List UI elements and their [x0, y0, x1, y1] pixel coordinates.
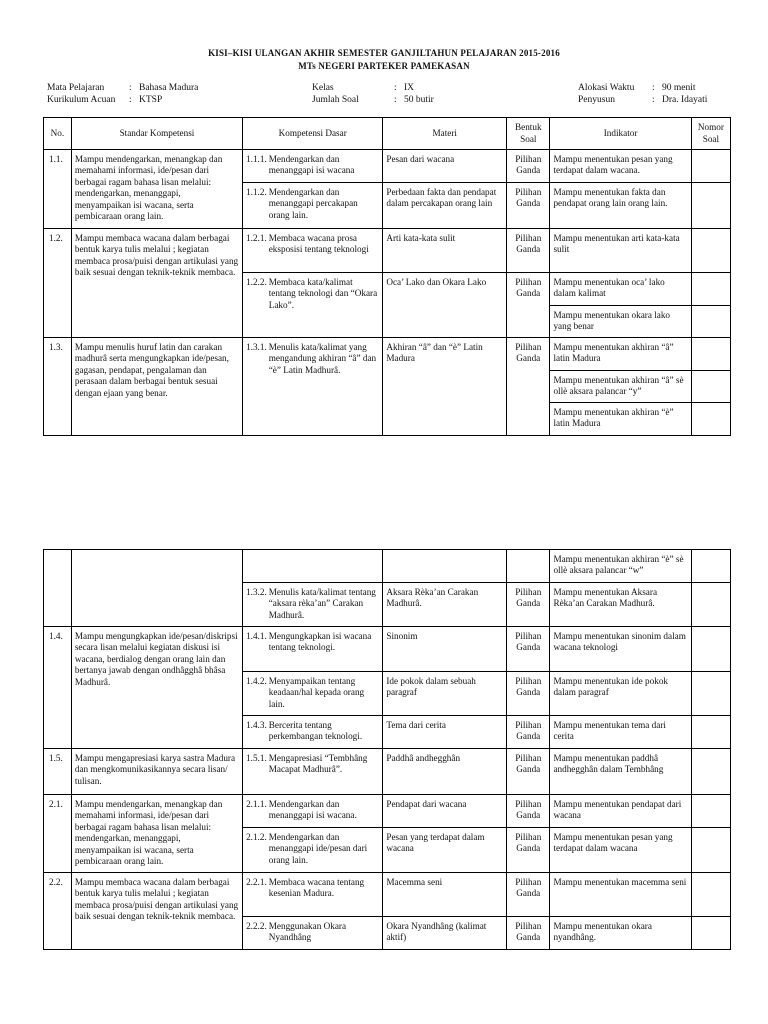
materi: Pesan dari wacana — [383, 150, 507, 183]
kd-text: Menggunakan Okara Nyandhâng — [268, 921, 347, 943]
kd-number: 1.2.2. — [246, 277, 267, 287]
indikator: Mampu menentukan sinonim dalam wacana teknologi — [550, 627, 691, 672]
kd-text: Membaca wacana tentang kesenian Madura. — [268, 877, 365, 899]
colon: : — [652, 95, 655, 105]
kd-number: 1.4.3. — [246, 720, 267, 730]
kd-number: 2.1.1. — [246, 799, 267, 809]
kompetensi-dasar — [243, 749, 383, 795]
kisi-table-1 — [43, 117, 731, 436]
indikator: Mampu menentukan Aksara Rèka’an Carakan Madhurâ. — [550, 583, 691, 627]
kd-number: 1.2.1. — [246, 233, 267, 243]
indikator: Mampu menentukan paddhâ andhegghân dalam Tembhâng — [550, 749, 691, 795]
standar-kompetensi — [71, 550, 242, 627]
kd-text: Mengungkapkan isi wacana tentang teknologi. — [268, 631, 372, 653]
info-alokasi — [578, 82, 696, 94]
info-kelas — [312, 82, 414, 94]
kd-number: 2.2.2. — [246, 921, 267, 931]
kd-text: Mendengarkan dan menanggapi isi wacana — [268, 154, 355, 176]
nomor-soal — [691, 749, 730, 795]
table-row — [44, 795, 731, 828]
col-header-materi: Materi — [383, 118, 507, 150]
kd-text: Mendengarkan dan menanggapi ide/pesan dari orang lain. — [268, 832, 368, 865]
row-number: 1.1. — [44, 150, 72, 229]
materi: Perbedaan fakta dan pendapat dalam percakapan orang lain — [383, 183, 507, 229]
bentuk-soal: Pilihan Ganda — [507, 917, 550, 950]
colon: : — [394, 83, 397, 93]
kompetensi-dasar — [243, 672, 383, 716]
col-header-indikator: Indikator — [550, 118, 691, 150]
bentuk-soal: Pilihan Ganda — [507, 672, 550, 716]
nomor-soal — [691, 150, 730, 183]
kd-number: 1.3.1. — [246, 342, 267, 352]
info-jumlah — [312, 94, 434, 106]
kd-number: 1.1.1. — [246, 154, 267, 164]
colon: : — [129, 83, 132, 93]
standar-kompetensi: Mampu mengapresiasi karya sastra Madura dan mengkomunikasikannya secara lisan/ tulisan. — [71, 749, 242, 795]
nomor-soal — [691, 828, 730, 873]
col-header-kd: Kompetensi Dasar — [243, 118, 383, 150]
standar-kompetensi: Mampu mendengarkan, menangkap dan memahami informasi, ide/pesan dari berbagai ragam bahasa lisan melalui: mendengarkan, menanggapi, menyampaikan isi wacana, serta pembicaraan orang lain. — [71, 150, 242, 229]
nomor-soal — [691, 873, 730, 917]
col-header-nomor: Nomor Soal — [691, 118, 730, 150]
materi — [383, 550, 507, 583]
kd-number: 1.5.1. — [246, 753, 267, 763]
indikator: Mampu menentukan macemma seni — [550, 873, 691, 917]
col-header-bentuk: Bentuk Soal — [507, 118, 550, 150]
materi: Pendapat dari wacana — [383, 795, 507, 828]
nomor-soal — [691, 583, 730, 627]
kompetensi-dasar — [243, 183, 383, 229]
materi: Tema dari cerita — [383, 716, 507, 749]
materi: Pesan yang terdapat dalam wacana — [383, 828, 507, 873]
kompetensi-dasar — [243, 917, 383, 950]
kd-text: Membaca kata/kalimat tentang teknologi dan “Okara Lako”. — [268, 277, 378, 310]
kd-text: Membaca wacana prosa eksposisi tentang teknologi — [268, 233, 369, 255]
indikator: Mampu menentukan fakta dan pendapat orang lain orang lain. — [550, 183, 691, 229]
table-row — [44, 150, 731, 183]
penyusun-value: Dra. Idayati — [662, 95, 708, 105]
bentuk-soal: Pilihan Ganda — [507, 873, 550, 917]
table-row — [44, 749, 731, 795]
indikator: Mampu menentukan arti kata-kata sulit — [550, 229, 691, 273]
kompetensi-dasar — [243, 716, 383, 749]
indikator: Mampu menentukan akhiran “è” sè ollè aksara palancar “w” — [550, 550, 691, 583]
kd-number: 1.4.2. — [246, 676, 267, 686]
col-header-sk: Standar Kompetensi — [71, 118, 242, 150]
indikator: Mampu menentukan okara lako yang benar — [550, 306, 691, 338]
kd-text: Menulis kata/kalimat yang mengandung akhiran “â” dan “è” Latin Madhurâ. — [268, 342, 377, 375]
bentuk-soal: Pilihan Ganda — [507, 229, 550, 273]
colon: : — [129, 95, 132, 105]
nomor-soal — [691, 627, 730, 672]
bentuk-soal: Pilihan Ganda — [507, 749, 550, 795]
kompetensi-dasar — [243, 795, 383, 828]
nomor-soal — [691, 338, 730, 371]
indikator: Mampu menentukan ide pokok dalam paragraf — [550, 672, 691, 716]
nomor-soal — [691, 371, 730, 403]
colon: : — [394, 95, 397, 105]
penyusun-label: Penyusun — [578, 95, 615, 105]
colon: : — [652, 83, 655, 93]
kompetensi-dasar — [243, 273, 383, 338]
bentuk-soal: Pilihan Ganda — [507, 583, 550, 627]
bentuk-soal: Pilihan Ganda — [507, 716, 550, 749]
kd-number: 2.1.2. — [246, 832, 267, 842]
table-row — [44, 627, 731, 672]
mapel-label: Mata Pelajaran — [47, 83, 105, 93]
kompetensi-dasar — [243, 150, 383, 183]
info-penyusun — [578, 94, 707, 106]
row-number: 1.5. — [44, 749, 72, 795]
materi: Okara Nyandhâng (kalimat aktif) — [383, 917, 507, 950]
bentuk-soal — [507, 550, 550, 583]
row-number: 2.2. — [44, 873, 72, 950]
mapel-value: Bahasa Madura — [139, 83, 199, 93]
row-number: 2.1. — [44, 795, 72, 873]
school-name: MTs NEGERI PARTEKER PAMEKASAN — [298, 61, 470, 71]
kompetensi-dasar — [243, 229, 383, 273]
alokasi-label: Alokasi Waktu — [578, 83, 635, 93]
kd-number: 1.3.2. — [246, 587, 267, 597]
kd-number: 1.4.1. — [246, 631, 267, 641]
indikator: Mampu menentukan pendapat dari wacana — [550, 795, 691, 828]
bentuk-soal: Pilihan Ganda — [507, 795, 550, 828]
standar-kompetensi: Mampu mengungkapkan ide/pesan/diskripsi secara lisan melalui kegiatan diskusi isi wacana, berdialog dengan orang lain dan bertanya jawab dengan ondhâgghâ bhâsa Madhurâ. — [71, 627, 242, 749]
table-row — [44, 229, 731, 273]
kd-text: Mendengarkan dan menanggapi percakapan orang lain. — [268, 187, 358, 220]
nomor-soal — [691, 917, 730, 950]
document-title: KISI–KISI ULANGAN AKHIR SEMESTER GANJILTAHUN PELAJARAN 2015-2016 — [208, 48, 560, 58]
indikator: Mampu menentukan okara nyandhâng. — [550, 917, 691, 950]
table-row — [44, 338, 731, 371]
kelas-label: Kelas — [312, 83, 334, 93]
standar-kompetensi: Mampu membaca wacana dalam berbagai bentuk karya tulis melalui ; kegiatan membaca prosa/puisi dengan artikulasi yang baik sesuai dengan teknik-teknik membaca. — [71, 873, 242, 950]
materi: Akhiran “â” dan “è” Latin Madura — [383, 338, 507, 436]
kd-text: Bercerita tentang perkembangan teknologi. — [268, 720, 363, 742]
kd-text: Mendengarkan dan menanggapi isi wacana. — [268, 799, 357, 821]
standar-kompetensi: Mampu mendengarkan, menangkap dan memahami informasi, ide/pesan dari berbagai ragam bahasa lisan melalui: mendengarkan, menanggapi, menyampaikan isi wacana, serta pembicaraan orang lain. — [71, 795, 242, 873]
standar-kompetensi: Mampu menulis huruf latin dan carakan madhurâ serta mengungkapkan ide/pesan, gagasan, pendapat, pengalaman dan perasaan dalam berbagai bentuk sesuai dengan ejaan yang benar. — [71, 338, 242, 436]
info-mapel — [47, 82, 198, 94]
kompetensi-dasar — [243, 583, 383, 627]
kompetensi-dasar — [243, 873, 383, 917]
nomor-soal — [691, 273, 730, 306]
kompetensi-dasar — [243, 627, 383, 672]
nomor-soal — [691, 183, 730, 229]
materi: Oca’ Lako dan Okara Lako — [383, 273, 507, 338]
kurikulum-label: Kurikulum Acuan — [47, 95, 116, 105]
materi: Arti kata-kata sulit — [383, 229, 507, 273]
info-kurikulum — [47, 94, 162, 106]
nomor-soal — [691, 229, 730, 273]
kd-number: 2.2.1. — [246, 877, 267, 887]
row-number: 1.2. — [44, 229, 72, 338]
bentuk-soal: Pilihan Ganda — [507, 627, 550, 672]
bentuk-soal: Pilihan Ganda — [507, 828, 550, 873]
kompetensi-dasar — [243, 828, 383, 873]
row-number: 1.3. — [44, 338, 72, 436]
nomor-soal — [691, 795, 730, 828]
nomor-soal — [691, 716, 730, 749]
nomor-soal — [691, 403, 730, 436]
row-number: 1.4. — [44, 627, 72, 749]
indikator: Mampu menentukan akhiran “â” latin Madura — [550, 338, 691, 371]
materi: Macemma seni — [383, 873, 507, 917]
col-header-no: No. — [44, 118, 72, 150]
indikator: Mampu menentukan akhiran “â” sè ollè aksara palancar “y” — [550, 371, 691, 403]
kd-text: Mengapresiasi “Tembhâng Macapat Madhurâ”. — [268, 753, 368, 775]
kompetensi-dasar — [243, 338, 383, 436]
standar-kompetensi: Mampu membaca wacana dalam berbagai bentuk karya tulis melalui ; kegiatan membaca prosa/puisi dengan artikulasi yang baik sesuai dengan teknik-teknik membaca. — [71, 229, 242, 338]
kompetensi-dasar — [243, 550, 383, 583]
kd-text: Menulis kata/kalimat tentang “aksara rèka’an” Carakan Madhurâ. — [268, 587, 376, 620]
materi: Ide pokok dalam sebuah paragraf — [383, 672, 507, 716]
alokasi-value: 90 menit — [662, 83, 696, 93]
kelas-value: IX — [404, 83, 415, 93]
indikator: Mampu menentukan tema dari cerita — [550, 716, 691, 749]
kisi-table-2 — [43, 549, 731, 950]
indikator: Mampu menentukan oca’ lako dalam kalimat — [550, 273, 691, 306]
kd-text: Menyampaikan tentang keadaan/hal kepada orang lain. — [268, 676, 365, 709]
table-row — [44, 550, 731, 583]
row-number — [44, 550, 72, 627]
bentuk-soal: Pilihan Ganda — [507, 338, 550, 436]
bentuk-soal: Pilihan Ganda — [507, 183, 550, 229]
jumlah-value: 50 butir — [404, 95, 434, 105]
bentuk-soal: Pilihan Ganda — [507, 150, 550, 183]
nomor-soal — [691, 550, 730, 583]
table-header-row — [44, 118, 731, 150]
indikator: Mampu menentukan pesan yang terdapat dalam wacana — [550, 828, 691, 873]
bentuk-soal: Pilihan Ganda — [507, 273, 550, 338]
indikator: Mampu menentukan pesan yang terdapat dalam wacana. — [550, 150, 691, 183]
nomor-soal — [691, 306, 730, 338]
materi: Aksara Rèka’an Carakan Madhurâ. — [383, 583, 507, 627]
materi: Paddhâ andhegghân — [383, 749, 507, 795]
kurikulum-value: KTSP — [139, 95, 163, 105]
kd-number: 1.1.2. — [246, 187, 267, 197]
indikator: Mampu menentukan akhiran “è” latin Madura — [550, 403, 691, 436]
materi: Sinonim — [383, 627, 507, 672]
jumlah-label: Jumlah Soal — [312, 95, 359, 105]
table-row — [44, 873, 731, 917]
nomor-soal — [691, 672, 730, 716]
